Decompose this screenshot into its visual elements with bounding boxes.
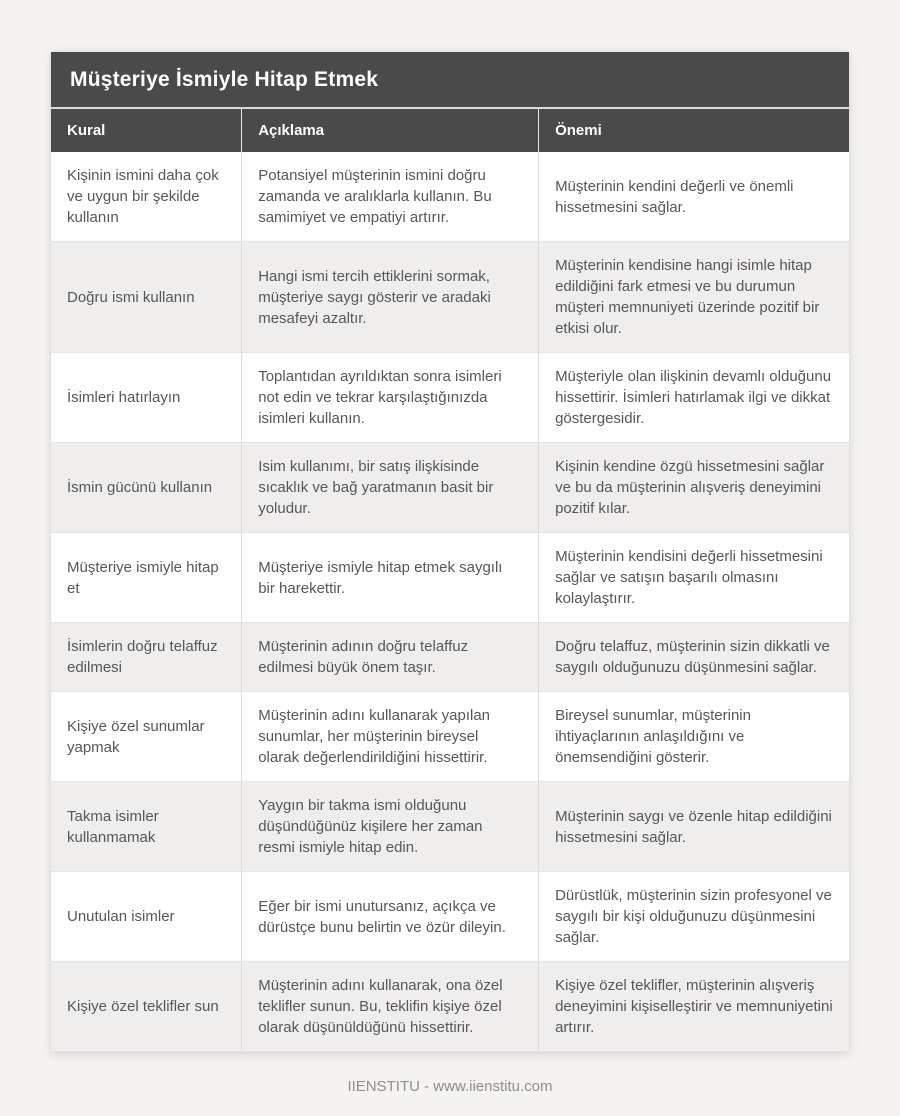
cell-aciklama: Müşteriye ismiyle hitap etmek saygılı bir harekettir. bbox=[242, 533, 539, 623]
table-row bbox=[51, 533, 849, 623]
cell-aciklama: Isim kullanımı, bir satış ilişkisinde sıcaklık ve bağ yaratmanın basit bir yoludur. bbox=[242, 443, 539, 533]
cell-kural: Unutulan isimler bbox=[51, 872, 242, 962]
cell-aciklama: Potansiyel müşterinin ismini doğru zamanda ve aralıklarla kullanın. Bu samimiyet ve empatiyi artırır. bbox=[242, 152, 539, 242]
table-row bbox=[51, 443, 849, 533]
cell-onemi: Müşterinin saygı ve özenle hitap edildiğini hissetmesini sağlar. bbox=[539, 782, 849, 872]
page-title: Müşteriye İsmiyle Hitap Etmek bbox=[51, 52, 849, 109]
table-row bbox=[51, 623, 849, 692]
cell-kural: Kişiye özel sunumlar yapmak bbox=[51, 692, 242, 782]
table-row bbox=[51, 152, 849, 242]
cell-aciklama: Yaygın bir takma ismi olduğunu düşündüğünüz kişilere her zaman resmi ismiyle hitap edin. bbox=[242, 782, 539, 872]
column-header-aciklama: Açıklama bbox=[242, 109, 539, 152]
cell-onemi: Kişinin kendine özgü hissetmesini sağlar ve bu da müşterinin alışveriş deneyimini pozitif kılar. bbox=[539, 443, 849, 533]
cell-onemi: Doğru telaffuz, müşterinin sizin dikkatli ve saygılı olduğunuzu düşünmesini sağlar. bbox=[539, 623, 849, 692]
table-row bbox=[51, 242, 849, 353]
cell-kural: Müşteriye ismiyle hitap et bbox=[51, 533, 242, 623]
table-header bbox=[51, 109, 849, 152]
cell-onemi: Müşterinin kendisini değerli hissetmesini sağlar ve satışın başarılı olmasını kolaylaştırır. bbox=[539, 533, 849, 623]
cell-aciklama: Müşterinin adını kullanarak, ona özel teklifler sunun. Bu, teklifin kişiye özel olarak düşünüldüğünü hissettirir. bbox=[242, 962, 539, 1052]
cell-aciklama: Eğer bir ismi unutursanız, açıkça ve dürüstçe bunu belirtin ve özür dileyin. bbox=[242, 872, 539, 962]
cell-kural: İsimleri hatırlayın bbox=[51, 353, 242, 443]
table-row bbox=[51, 782, 849, 872]
cell-aciklama: Müşterinin adının doğru telaffuz edilmesi büyük önem taşır. bbox=[242, 623, 539, 692]
cell-aciklama: Hangi ismi tercih ettiklerini sormak, müşteriye saygı gösterir ve aradaki mesafeyi azaltır. bbox=[242, 242, 539, 353]
table-header-row bbox=[51, 109, 849, 152]
cell-kural: Takma isimler kullanmamak bbox=[51, 782, 242, 872]
table-row bbox=[51, 353, 849, 443]
table-row bbox=[51, 962, 849, 1052]
cell-onemi: Bireysel sunumlar, müşterinin ihtiyaçlarının anlaşıldığını ve önemsendiğini gösterir. bbox=[539, 692, 849, 782]
cell-onemi: Müşteriyle olan ilişkinin devamlı olduğunu hissettirir. İsimleri hatırlamak ilgi ve dikkat göstergesidir. bbox=[539, 353, 849, 443]
cell-kural: Kişinin ismini daha çok ve uygun bir şekilde kullanın bbox=[51, 152, 242, 242]
table-body bbox=[51, 152, 849, 1052]
cell-onemi: Dürüstlük, müşterinin sizin profesyonel ve saygılı bir kişi olduğunuzu düşünmesini sağlar. bbox=[539, 872, 849, 962]
table-row bbox=[51, 692, 849, 782]
cell-onemi: Müşterinin kendisine hangi isimle hitap edildiğini fark etmesi ve bu durumun müşteri memnuniyeti üzerinde pozitif bir etkisi olur. bbox=[539, 242, 849, 353]
rules-table bbox=[51, 109, 849, 1052]
cell-kural: Kişiye özel teklifler sun bbox=[51, 962, 242, 1052]
table-row bbox=[51, 872, 849, 962]
column-header-kural: Kural bbox=[51, 109, 242, 152]
cell-kural: İsmin gücünü kullanın bbox=[51, 443, 242, 533]
cell-aciklama: Toplantıdan ayrıldıktan sonra isimleri not edin ve tekrar karşılaştığınızda isimleri kullanın. bbox=[242, 353, 539, 443]
cell-aciklama: Müşterinin adını kullanarak yapılan sunumlar, her müşterinin bireysel olarak değerlendirildiğini hissettirir. bbox=[242, 692, 539, 782]
rules-card bbox=[51, 52, 849, 1052]
footer-credit: IIENSTITU - www.iienstitu.com bbox=[347, 1078, 553, 1095]
cell-kural: İsimlerin doğru telaffuz edilmesi bbox=[51, 623, 242, 692]
cell-onemi: Kişiye özel teklifler, müşterinin alışveriş deneyimini kişiselleştirir ve memnuniyetini artırır. bbox=[539, 962, 849, 1052]
column-header-onemi: Önemi bbox=[539, 109, 849, 152]
cell-onemi: Müşterinin kendini değerli ve önemli hissetmesini sağlar. bbox=[539, 152, 849, 242]
cell-kural: Doğru ismi kullanın bbox=[51, 242, 242, 353]
